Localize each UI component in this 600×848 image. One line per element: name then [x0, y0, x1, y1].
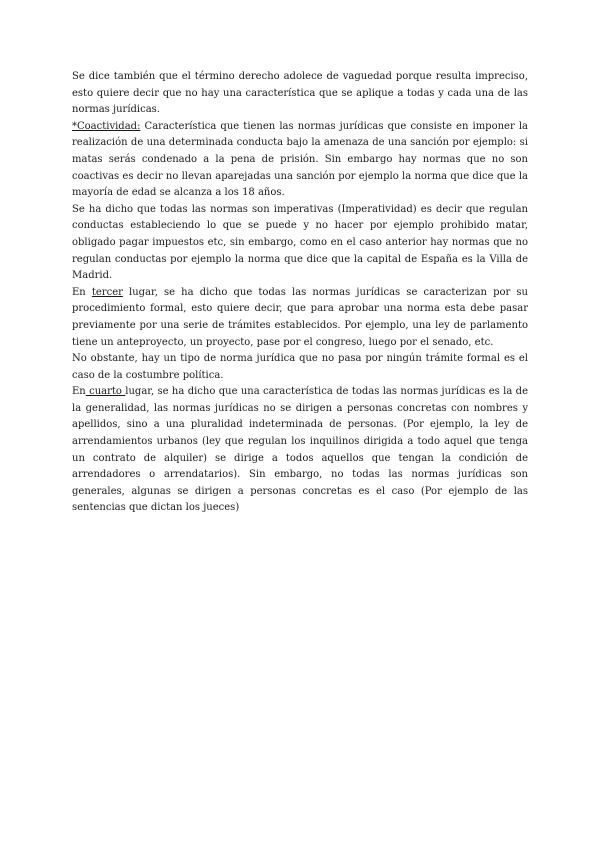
paragraph-text: lugar, se ha dicho que todas las normas jurídicas se caracterizan por su procedimiento formal, esto quiere decir, que para aprobar una norma esta debe pasar previamente por una serie de trámites establecidos. Por ejemplo, una ley de parlamento tiene un anteproyecto, un proyecto, pase por el congreso, luego por el senado, etc.	[72, 286, 528, 348]
paragraph-text: Se ha dicho que todas las normas son imperativas (Imperatividad) es decir que regulan conductas estableciendo lo que se puede y no hacer por ejemplo prohibido matar, obligado pagar impuestos etc, sin embargo, como en el caso anterior hay normas que no regulan conductas por ejemplo la norma que dice que la capital de España es la Villa de Madrid.	[72, 203, 528, 282]
paragraph-tercer-lugar	[72, 285, 528, 351]
paragraph-coactividad	[72, 119, 528, 202]
paragraph-no-obstante	[72, 351, 528, 384]
document-page	[72, 69, 528, 517]
tercer-underlined: tercer	[91, 286, 123, 298]
paragraph-text: Se dice también que el término derecho adolece de vaguedad porque resulta impreciso, esto quiere decir que no hay una característica que se aplique a todas y cada una de las normas jurídicas.	[72, 71, 528, 116]
paragraph-vaguedad	[72, 69, 528, 119]
coactividad-heading: *Coactividad:	[72, 120, 141, 132]
cuarto-underlined: cuarto	[85, 386, 126, 398]
paragraph-text: Característica que tienen las normas jurídicas que consiste en imponer la realización de una determinada conducta bajo la amenaza de una sanción por ejemplo: si matas serás condenado a la pena de prisión. Sin embargo hay normas que no son coactivas es decir no llevan aparejadas una sanción por ejemplo la norma que dice que la mayoría de edad se alcanza a los 18 años.	[72, 120, 528, 199]
paragraph-lead: En	[72, 286, 92, 298]
paragraph-lead: En	[72, 386, 86, 398]
paragraph-text: No obstante, hay un tipo de norma jurídica que no pasa por ningún trámite formal es el caso de la costumbre política.	[72, 353, 528, 381]
paragraph-text: lugar, se ha dicho que una característica de todas las normas jurídicas es la de la generalidad, las normas jurídicas no se dirigen a personas concretas con nombres y apellidos, sino a una pluralidad indeterminada de personas. (Por ejemplo, la ley de arrendamientos urbanos (ley que regulan los inquilinos dirigida a todo aquel que tenga un contrato de alquiler) se dirige a todos aquellos que tengan la condición de arrendadores o arrendatarios). Sin embargo, no todas las normas jurídicas son generales, algunas se dirigen a personas concretas es el caso (Por ejemplo de las sentencias que dictan los jueces)	[72, 386, 528, 514]
paragraph-cuarto-lugar	[72, 384, 528, 517]
paragraph-imperatividad	[72, 202, 528, 285]
